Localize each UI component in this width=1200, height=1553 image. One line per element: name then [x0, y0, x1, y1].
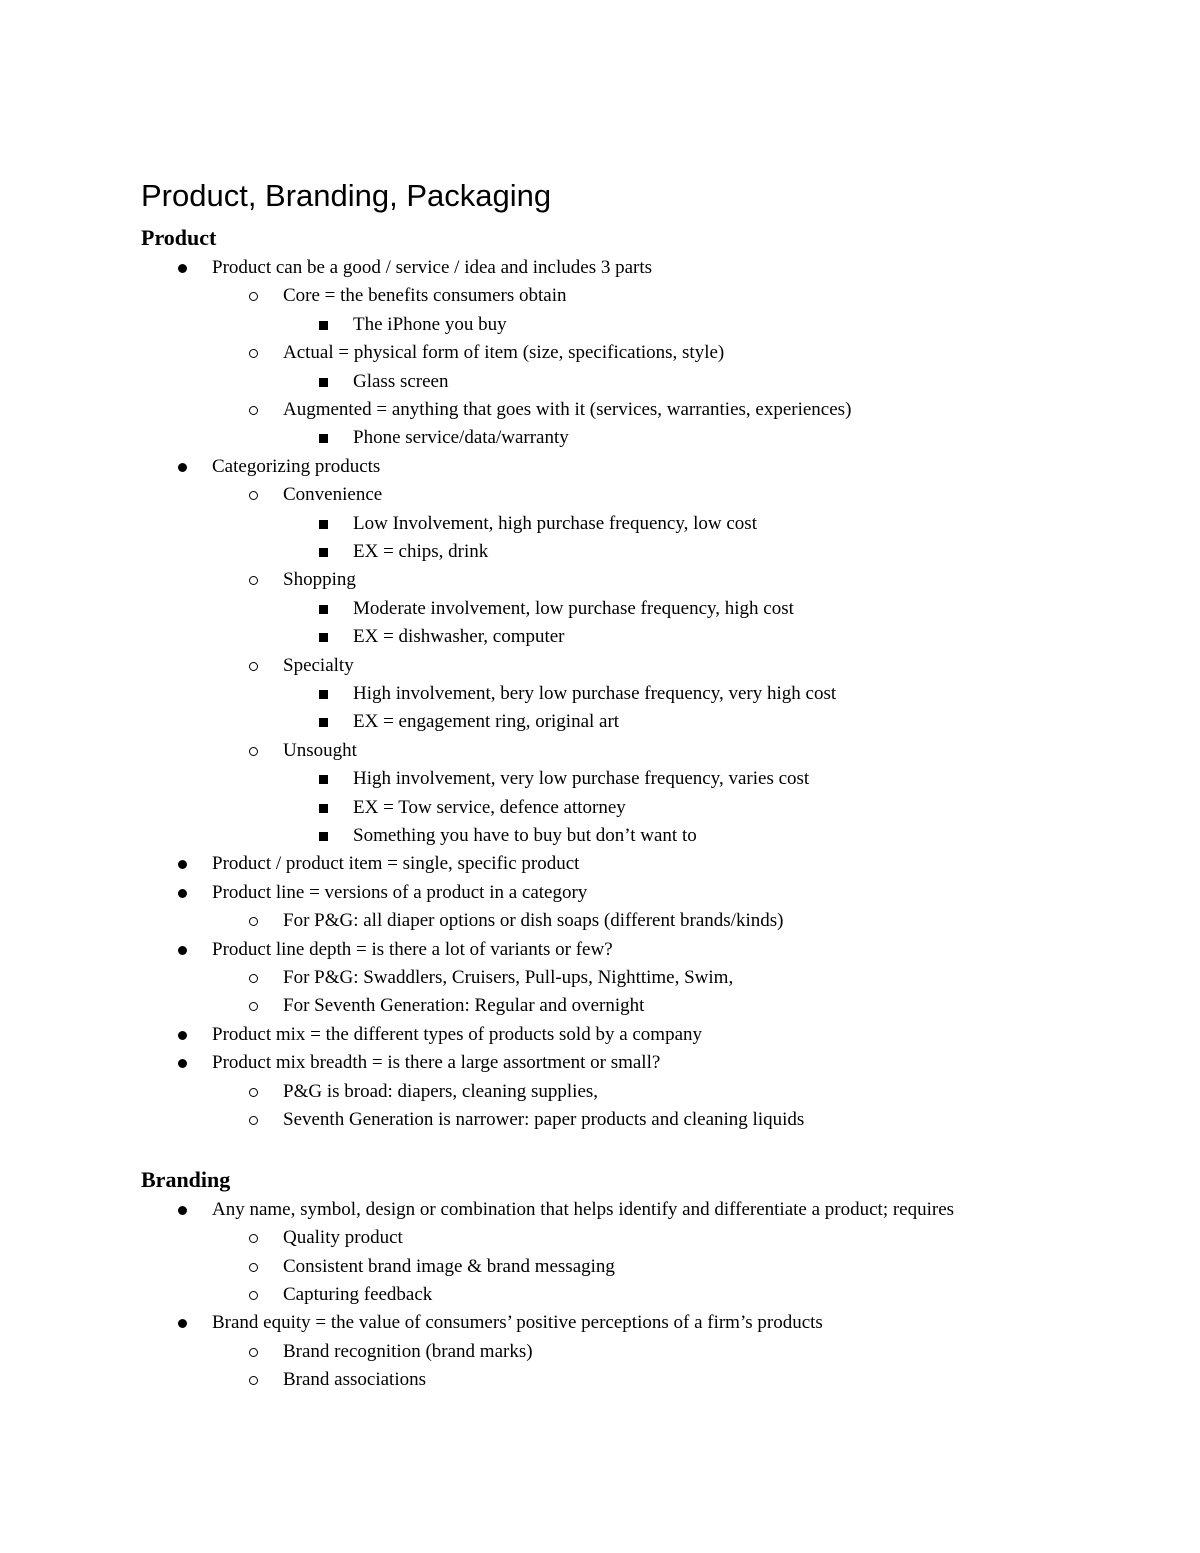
list-item-text: Any name, symbol, design or combination that helps identify and differentiate a product; requires — [212, 1199, 955, 1220]
hollow-bullet-icon — [249, 576, 258, 585]
list-item-text: Core = the benefits consumers obtain — [283, 285, 567, 307]
list-item-text: EX = Tow service, defence attorney — [353, 796, 626, 818]
list-item-text: EX = dishwasher, computer — [353, 626, 565, 648]
hollow-bullet-icon — [249, 491, 258, 500]
list-item-text: Consistent brand image & brand messaging — [283, 1255, 615, 1277]
list-item — [283, 566, 356, 594]
list-item — [212, 1049, 660, 1077]
list-item — [283, 339, 724, 367]
square-bullet-icon — [319, 804, 328, 813]
list-item — [283, 1281, 432, 1309]
list-item-text: For Seventh Generation: Regular and overnight — [283, 995, 645, 1017]
list-item-text: EX = chips, drink — [353, 541, 489, 562]
hollow-bullet-icon — [249, 1088, 258, 1097]
list-item — [353, 311, 507, 339]
hollow-bullet-icon — [249, 747, 258, 756]
list-item-text: Low Involvement, high purchase frequency, low cost — [353, 512, 757, 534]
list-item-text: Product mix = the different types of products sold by a company — [212, 1023, 703, 1045]
hollow-bullet-icon — [249, 662, 258, 671]
list-item — [212, 453, 380, 481]
list-item-text: Product can be a good / service / idea and includes 3 parts — [212, 257, 653, 278]
hollow-bullet-icon — [249, 1291, 258, 1300]
square-bullet-icon — [319, 832, 328, 841]
section-heading-product: Product — [141, 225, 217, 250]
list-item-text: Phone service/data/warranty — [353, 427, 569, 449]
list-item-text: Brand recognition (brand marks) — [283, 1340, 533, 1362]
list-item-text: Something you have to buy but don’t want to — [353, 825, 697, 846]
hollow-bullet-icon — [249, 1002, 258, 1011]
list-item-text: Augmented = anything that goes with it (services, warranties, experiences) — [283, 399, 852, 420]
filled-bullet-icon — [178, 1059, 187, 1068]
square-bullet-icon — [319, 690, 328, 699]
list-item-text: Product line = versions of a product in a category — [212, 881, 588, 903]
list-item-text: Actual = physical form of item (size, specifications, style) — [283, 342, 725, 364]
hollow-bullet-icon — [249, 1348, 258, 1357]
list-item-text: Glass screen — [353, 370, 449, 392]
list-item — [283, 282, 567, 310]
filled-bullet-icon — [178, 463, 187, 472]
list-item — [353, 510, 757, 538]
hollow-bullet-icon — [249, 917, 258, 926]
section-heading-branding: Branding — [141, 1167, 231, 1192]
list-item — [212, 1196, 954, 1224]
hollow-bullet-icon — [249, 1234, 258, 1243]
filled-bullet-icon — [178, 264, 187, 273]
list-item — [283, 1253, 615, 1281]
square-bullet-icon — [319, 718, 328, 727]
list-item — [212, 254, 652, 282]
list-item-text: Brand associations — [283, 1368, 427, 1390]
list-item — [353, 623, 565, 651]
list-item — [283, 907, 783, 935]
list-item — [353, 424, 569, 452]
list-item — [212, 879, 587, 907]
list-item-text: The iPhone you buy — [353, 313, 507, 335]
square-bullet-icon — [319, 378, 328, 387]
list-item — [353, 708, 619, 736]
list-item — [353, 595, 794, 623]
list-item — [212, 1309, 823, 1337]
filled-bullet-icon — [178, 889, 187, 898]
hollow-bullet-icon — [249, 349, 258, 358]
list-item — [283, 992, 644, 1020]
square-bullet-icon — [319, 434, 328, 443]
list-item-text: Quality product — [283, 1227, 403, 1249]
list-item-text: Product / product item = single, specific product — [212, 853, 580, 875]
list-item — [283, 964, 733, 992]
list-item — [212, 850, 579, 878]
square-bullet-icon — [319, 775, 328, 784]
hollow-bullet-icon — [249, 292, 258, 301]
list-item — [353, 822, 697, 850]
list-item — [283, 396, 851, 424]
list-item-text: Capturing feedback — [283, 1283, 433, 1305]
square-bullet-icon — [319, 548, 328, 557]
filled-bullet-icon — [178, 1031, 187, 1040]
list-item — [212, 1021, 702, 1049]
list-item — [353, 680, 836, 708]
list-item — [283, 1366, 426, 1394]
list-item-text: High involvement, very low purchase frequency, varies cost — [353, 768, 810, 790]
list-item — [283, 652, 354, 680]
list-item-text: EX = engagement ring, original art — [353, 711, 620, 733]
hollow-bullet-icon — [249, 1263, 258, 1272]
hollow-bullet-icon — [249, 1116, 258, 1125]
list-item-text: For P&G: Swaddlers, Cruisers, Pull-ups, Nighttime, Swim, — [283, 967, 734, 988]
hollow-bullet-icon — [249, 974, 258, 983]
list-item — [212, 936, 613, 964]
filled-bullet-icon — [178, 946, 187, 955]
list-item-text: Convenience — [283, 484, 383, 506]
list-item-text: High involvement, bery low purchase frequency, very high cost — [353, 683, 837, 704]
filled-bullet-icon — [178, 860, 187, 869]
list-item-text: P&G is broad: diapers, cleaning supplies, — [283, 1080, 599, 1102]
list-item — [353, 368, 449, 396]
square-bullet-icon — [319, 633, 328, 642]
list-item — [283, 1078, 598, 1106]
list-item-text: Specialty — [283, 654, 354, 676]
list-item — [353, 538, 488, 566]
list-item — [283, 1224, 403, 1252]
list-item — [283, 1338, 533, 1366]
list-item-text: Brand equity = the value of consumers’ positive perceptions of a firm’s products — [212, 1312, 823, 1334]
list-item-text: Product mix breadth = is there a large assortment or small? — [212, 1052, 661, 1074]
list-item — [283, 737, 357, 765]
list-item — [283, 481, 382, 509]
filled-bullet-icon — [178, 1206, 187, 1215]
hollow-bullet-icon — [249, 1376, 258, 1385]
list-item-text: For P&G: all diaper options or dish soaps (different brands/kinds) — [283, 910, 784, 932]
list-item-text: Unsought — [283, 739, 357, 761]
list-item-text: Product line depth = is there a lot of variants or few? — [212, 938, 613, 960]
list-item — [283, 1106, 804, 1134]
list-item-text: Categorizing products — [212, 455, 381, 477]
list-item-text: Moderate involvement, low purchase frequency, high cost — [353, 597, 794, 619]
page-title: Product, Branding, Packaging — [141, 178, 552, 213]
list-item — [353, 794, 626, 822]
square-bullet-icon — [319, 321, 328, 330]
square-bullet-icon — [319, 605, 328, 614]
square-bullet-icon — [319, 520, 328, 529]
hollow-bullet-icon — [249, 406, 258, 415]
list-item — [353, 765, 809, 793]
list-item-text: Seventh Generation is narrower: paper products and cleaning liquids — [283, 1109, 805, 1130]
filled-bullet-icon — [178, 1319, 187, 1328]
list-item-text: Shopping — [283, 569, 356, 591]
